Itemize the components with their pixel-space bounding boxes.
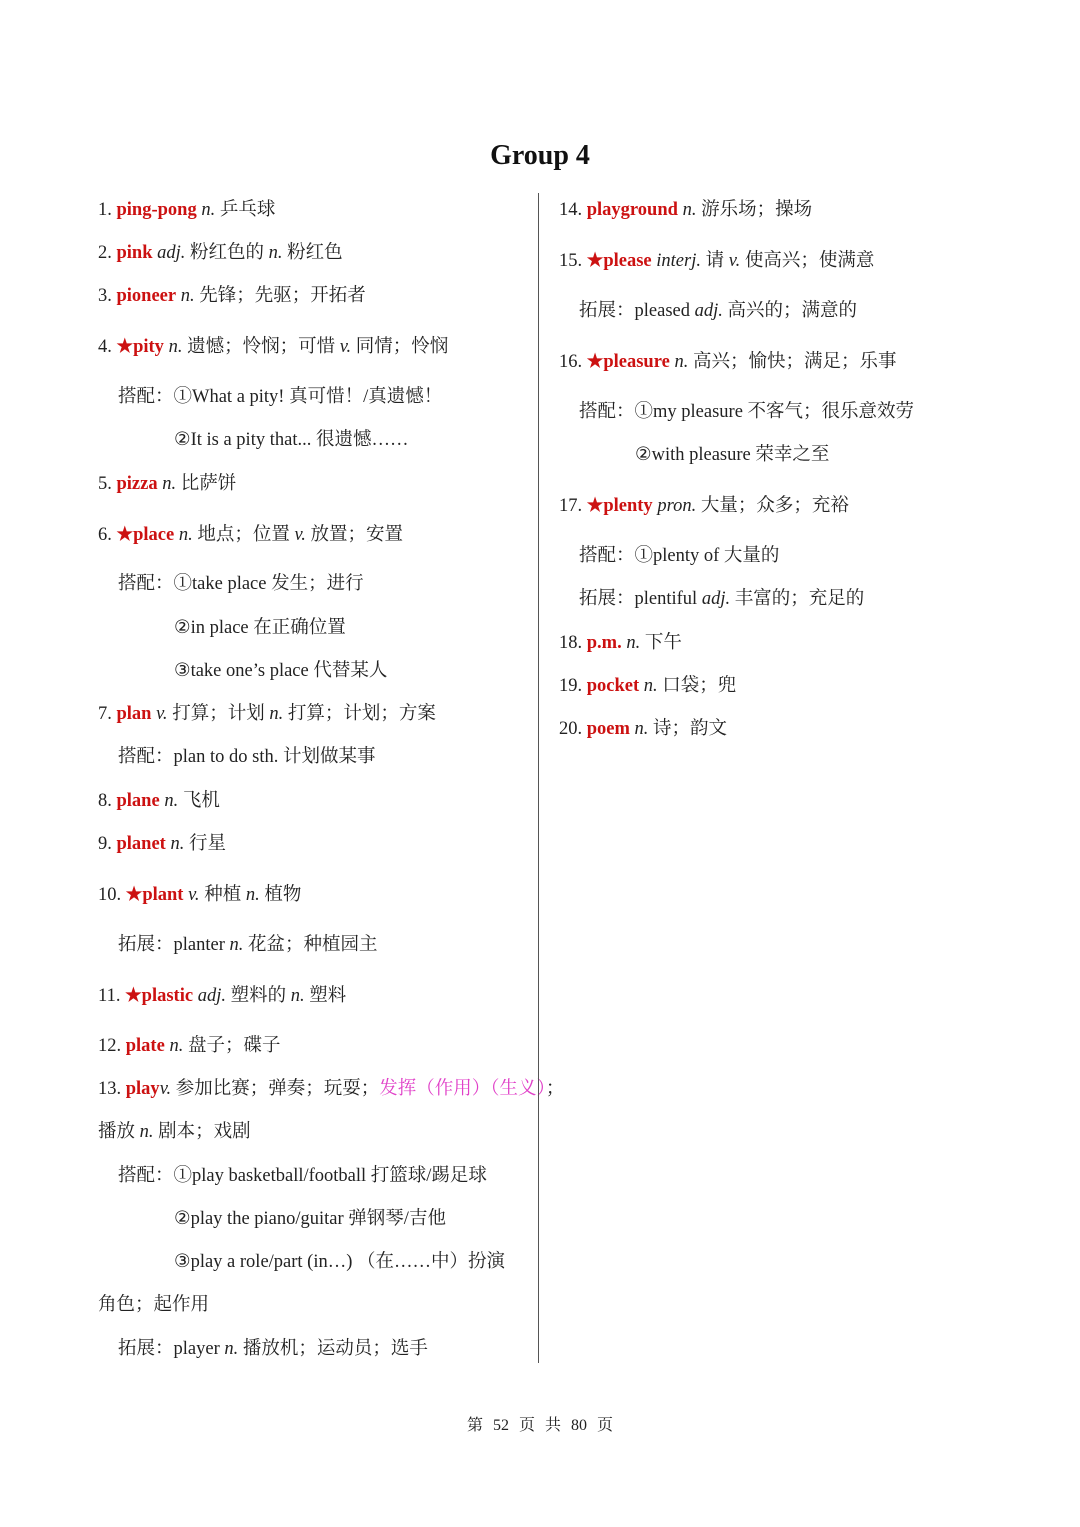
text-segment: ③take one’s place 代替某人	[174, 661, 388, 681]
part-of-speech: n.	[639, 676, 658, 696]
text-segment: 3.	[98, 286, 117, 306]
part-of-speech: interj.	[651, 251, 701, 271]
headword: play	[125, 1079, 160, 1099]
part-of-speech: n.	[629, 719, 649, 739]
part-of-speech: n.	[176, 286, 195, 306]
text-segment: 塑料	[304, 986, 347, 1006]
text-segment: 拓展：planter	[118, 935, 230, 955]
vocab-line	[98, 883, 301, 907]
headword: pizza	[116, 474, 158, 494]
text-segment: 比萨饼	[176, 474, 237, 494]
page-footer: 第 52 页 共 80 页	[466, 1417, 613, 1434]
text-segment: 12.	[98, 1036, 126, 1056]
text-segment: 花盆；种植园主	[243, 935, 378, 955]
headword: plane	[116, 791, 160, 811]
part-of-speech: v.	[728, 251, 741, 271]
text-segment: 下午	[640, 633, 682, 653]
text-segment: 参加比赛；弹奏；玩耍；	[171, 1079, 380, 1099]
text-segment: 乒乓球	[215, 200, 276, 220]
part-of-speech: n.	[269, 704, 284, 724]
part-of-speech: n.	[165, 834, 185, 854]
text-segment: 15.	[559, 251, 587, 271]
vocab-line	[174, 659, 387, 683]
vocab-line	[98, 284, 366, 308]
text-segment: 播放机；运动员；选手	[238, 1339, 428, 1359]
text-segment: 搭配：①plenty of 大量的	[579, 546, 780, 566]
vocab-line	[98, 1120, 251, 1144]
headword: playground	[586, 200, 678, 220]
part-of-speech: adj.	[193, 986, 226, 1006]
text-segment: 塑料的	[225, 986, 291, 1006]
headword: planet	[116, 834, 166, 854]
part-of-speech: v.	[294, 525, 306, 545]
part-of-speech: n.	[290, 986, 305, 1006]
headword: poem	[586, 719, 630, 739]
vocab-line	[98, 832, 226, 856]
part-of-speech: n.	[159, 791, 179, 811]
part-of-speech: n.	[268, 243, 283, 263]
vocab-line	[579, 544, 779, 568]
part-of-speech: n.	[621, 633, 641, 653]
text-segment: 13.	[98, 1079, 126, 1099]
part-of-speech: n.	[229, 935, 244, 955]
text-segment: 粉红色	[282, 243, 343, 263]
headword: ★plastic	[125, 986, 194, 1006]
column-divider	[538, 193, 539, 1363]
part-of-speech: n.	[164, 1036, 184, 1056]
text-segment: 20.	[559, 719, 587, 739]
text-segment: 5.	[98, 474, 117, 494]
text-segment: 拓展：player	[118, 1339, 225, 1359]
headword: pioneer	[116, 286, 177, 306]
text-segment: 行星	[184, 834, 226, 854]
text-segment: 粉红色的	[185, 243, 269, 263]
part-of-speech: n.	[677, 200, 697, 220]
vocab-line	[98, 335, 448, 359]
headword: ★place	[116, 525, 175, 545]
part-of-speech: n.	[669, 352, 689, 372]
headword: pocket	[586, 676, 640, 696]
part-of-speech: v.	[159, 1079, 172, 1099]
vocab-line	[635, 443, 829, 467]
part-of-speech: n.	[196, 200, 216, 220]
text-segment: 7.	[98, 704, 117, 724]
text-segment: 游乐场；操场	[696, 200, 813, 220]
vocab-line	[118, 933, 378, 957]
vocab-line	[118, 1164, 487, 1188]
text-segment: 搭配：plan to do sth. 计划做某事	[118, 747, 376, 767]
part-of-speech: n.	[174, 525, 193, 545]
text-segment: 放置；安置	[305, 525, 404, 545]
vocab-line	[579, 400, 914, 424]
vocab-line	[98, 1034, 280, 1058]
vocab-line	[174, 616, 346, 640]
text-segment: 18.	[559, 633, 587, 653]
vocab-line	[118, 572, 364, 596]
part-of-speech: n.	[245, 885, 260, 905]
text-segment: 剧本；戏剧	[153, 1122, 251, 1142]
text-segment: ③play a role/part (in…) （在……中）扮演	[174, 1252, 506, 1272]
text-segment: 搭配：①take place 发生；进行	[118, 574, 364, 594]
text-segment: 拓展：pleased	[579, 301, 695, 321]
text-segment: 6.	[98, 525, 117, 545]
headword: plate	[125, 1036, 165, 1056]
vocab-line	[174, 1250, 505, 1274]
part-of-speech: pron.	[652, 496, 697, 516]
vocab-line	[559, 674, 736, 698]
headword: ★pity	[116, 337, 164, 357]
text-segment: 角色；起作用	[98, 1295, 210, 1315]
headword: ★plant	[125, 885, 184, 905]
text-segment: 播放	[98, 1122, 140, 1142]
headword: ★please	[586, 251, 652, 271]
text-segment: 口袋；兜	[657, 676, 737, 696]
headword: p.m.	[586, 633, 622, 653]
text-segment: 飞机	[178, 791, 220, 811]
text-segment: 搭配：①my pleasure 不客气；很乐意效劳	[579, 402, 915, 422]
text-segment: 丰富的；充足的	[730, 589, 865, 609]
vocab-line	[98, 1077, 564, 1101]
headword: ping-pong	[116, 200, 197, 220]
text-segment: 1.	[98, 200, 117, 220]
vocab-line	[98, 984, 346, 1008]
text-segment: 请	[700, 251, 729, 271]
part-of-speech: n.	[139, 1122, 154, 1142]
part-of-speech: v.	[151, 704, 168, 724]
part-of-speech: adj.	[152, 243, 186, 263]
vocab-line	[559, 350, 896, 374]
page-title: Group 4	[490, 140, 590, 171]
text-segment: 高兴；愉快；满足；乐事	[688, 352, 897, 372]
text-segment: 16.	[559, 352, 587, 372]
text-segment: 打算；计划；方案	[283, 704, 436, 724]
text-segment: 17.	[559, 496, 587, 516]
text-segment: 打算；计划	[167, 704, 270, 724]
headword: plan	[116, 704, 152, 724]
text-segment: 种植	[199, 885, 246, 905]
vocab-line	[559, 249, 874, 273]
headword: ★pleasure	[586, 352, 670, 372]
vocab-line	[98, 789, 220, 813]
text-segment: 拓展：plentiful	[579, 589, 702, 609]
headword: pink	[116, 243, 153, 263]
vocab-line	[98, 702, 436, 726]
part-of-speech: n.	[163, 337, 183, 357]
text-segment: 4.	[98, 337, 117, 357]
vocab-line	[98, 472, 236, 496]
text-segment: ②in place 在正确位置	[174, 618, 346, 638]
part-of-speech: n.	[224, 1339, 239, 1359]
part-of-speech: adj.	[701, 589, 731, 609]
text-segment: 10.	[98, 885, 126, 905]
text-segment: 高兴的；满意的	[722, 301, 858, 321]
text-segment: ②play the piano/guitar 弹钢琴/吉他	[174, 1209, 446, 1229]
text-segment: 搭配：①What a pity! 真可惜！/真遗憾！	[118, 387, 443, 407]
text-segment: 同情；怜悯	[351, 337, 449, 357]
part-of-speech: adj.	[694, 301, 723, 321]
vocab-line	[98, 1293, 209, 1317]
vocab-line	[579, 587, 864, 611]
text-segment: 11.	[98, 986, 126, 1006]
vocab-line	[579, 299, 857, 323]
text-segment: ；	[545, 1079, 565, 1099]
vocab-line	[98, 198, 275, 222]
text-segment: 植物	[259, 885, 302, 905]
text-segment: 大量；众多；充裕	[696, 496, 849, 516]
vocab-line	[559, 631, 682, 655]
vocab-line	[559, 717, 727, 741]
vocab-line	[118, 385, 442, 409]
vocab-line	[98, 241, 343, 265]
vocab-line	[174, 1207, 446, 1231]
text-segment: 14.	[559, 200, 587, 220]
text-segment: 先锋；先驱；开拓者	[194, 286, 366, 306]
vocab-line	[118, 745, 375, 769]
text-segment: 发挥（作用）（生义）	[379, 1079, 546, 1099]
vocab-line	[118, 1337, 428, 1361]
headword: ★plenty	[586, 496, 653, 516]
text-segment: 盘子；碟子	[183, 1036, 281, 1056]
text-segment: 地点；位置	[192, 525, 295, 545]
text-segment: 9.	[98, 834, 117, 854]
vocab-line	[559, 198, 812, 222]
vocab-line	[174, 428, 408, 452]
text-segment: 8.	[98, 791, 117, 811]
text-segment: 诗；韵文	[648, 719, 728, 739]
text-segment: ②with pleasure 荣幸之至	[635, 445, 830, 465]
text-segment: 19.	[559, 676, 587, 696]
text-segment: 使高兴；使满意	[740, 251, 875, 271]
text-segment: 搭配：①play basketball/football 打篮球/踢足球	[118, 1166, 487, 1186]
text-segment: ②It is a pity that... 很遗憾……	[174, 430, 409, 450]
vocab-line	[559, 494, 849, 518]
part-of-speech: n.	[157, 474, 177, 494]
part-of-speech: v.	[339, 337, 352, 357]
part-of-speech: v.	[183, 885, 200, 905]
text-segment: 遗憾；怜悯；可惜	[182, 337, 340, 357]
vocab-line	[98, 523, 403, 547]
text-segment: 2.	[98, 243, 117, 263]
